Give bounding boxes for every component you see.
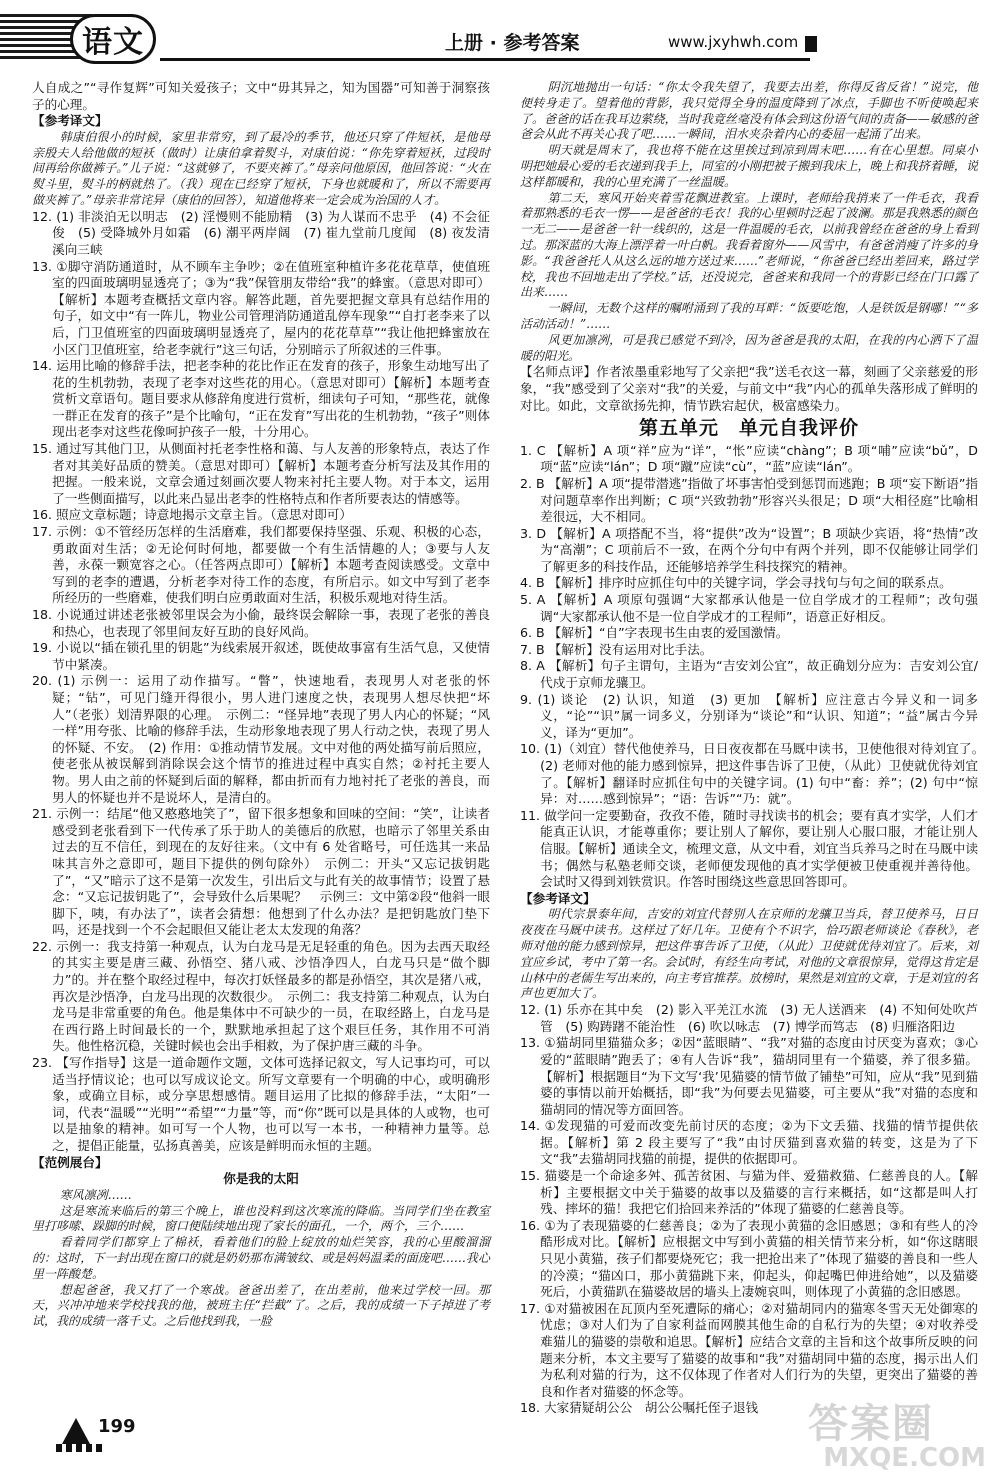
page-header bbox=[0, 0, 1000, 72]
answer-paragraph: 6. B 【解析】“自”字表现书生由衷的爱国激情。 bbox=[520, 625, 789, 641]
answer-paragraph: 这是寒流来临后的第三个晚上，谁也没料到这次寒流的降临。当同学们坐在教室里打哆嗦、跺脚的时候，窗口便陆续地出现了家长的面孔，一个，两个，三个…… bbox=[32, 1203, 490, 1234]
unit-title: 第五单元 单元自我评价 bbox=[638, 417, 859, 440]
answer-paragraph: 18. 大家猜疑胡公公 胡公公嘱托侄子退钱 bbox=[520, 1400, 759, 1416]
answer-paragraph: 23. 【写作指导】这是一道命题作文题，文体可选择记叙文，写人记事均可，可以适当抒情议论；也可以写成议论文。所写文章要有一个明确的中心，或明确形象，或确立目标，或分享思想感情。题目运用了比拟的修辞手法，“太阳”一词，代表“温暖”“光明”“希望”“力量”等，而“你”既可以是具体的人或物，也可以是抽象的精神。如可写一个人物，也可以写一本书，一种精神力量等。总之，提倡正能量，弘扬真善美，应该是鲜明而永恒的主题。 bbox=[32, 1055, 490, 1154]
left-column bbox=[32, 80, 490, 1330]
answer-paragraph: 13. ①猫胡同里猫猫众多；②因“蓝眼睛”、“我”对猫的态度由讨厌变为喜欢；③心爱的“蓝眼睛”跑丢了；④有人告诉“我”，猫胡同里有一个猫婆，养了很多猫。【解析】根据题目“为下文写‘我’见猫婆的情节做了铺垫”可知，应从“我”见到猫婆的事情以前开始概括，即“我”为何要去见猫婆，可主要从“我”对猫的态度和猫胡同的情况等方面回答。 bbox=[520, 1035, 978, 1117]
answer-paragraph: 看着同学们都穿上了棉袄，看着他们的脸上绽放的灿烂笑容，我的心里酸溜溜的：这时，下一封出现在窗口的就是奶奶那布满皱纹、或是妈妈温柔的面庞吧……我心里一阵酸楚。 bbox=[32, 1235, 490, 1281]
answer-paragraph: 明代宗景泰年间，吉安的刘宜代替别人在京师的龙骧卫当兵，替卫使养马，日日夜夜在马厩中读书。这样过了好几年。卫使有个不识字，恰巧跟老师谈论《春秋》，老师对他的能力感到惊异，把这件事告诉了卫使，（从此）卫使就优待刘宜了。后来，刘宜应乡试，考中了第一名。会试时，有经生向考试，对他的文章很惊异，觉得这肯定是山林中的老儒生写出来的，向主考官推荐。放榜时，果然是刘宜的文章，于是刘宜的名声也更加大了。 bbox=[520, 907, 978, 1001]
answer-paragraph: 16. 照应文章标题；诗意地揭示文章主旨。（意思对即可） bbox=[32, 507, 352, 523]
answer-paragraph: 3. D 【解析】A 项搭配不当，将“提供”改为“设置”；B 项缺少宾语，将“热情”改为“高潮”；C 项前后不一致，在两个分句中有两个并列，即不仅能够让同学们了解更多的科技作品，还能够培养学生科技探究的精神。 bbox=[520, 525, 978, 574]
answer-paragraph: 14. 运用比喻的修辞手法，把老李种的花比作正在发育的孩子，形象生动地写出了花的生机勃勃，表现了老李对这些花的用心。（意思对即可）【解析】本题考查赏析文章语句。题目要求从修辞角度进行赏析，细读句子可知，“那些花，就像一群正在发育的孩子”是个比喻句，“正在发育”写出花的生机勃勃，“孩子”则体现出老李对这些花像呵护孩子一般，十分用心。 bbox=[32, 358, 490, 440]
answer-paragraph: 【名师点评】作者浓墨重彩地写了父亲把“我”送毛衣这一幕，刻画了父亲慈爱的形象，“我”感受到了父亲对“我”的关爱，与前文中“我”内心的孤单失落形成了鲜明的对比。如此，文章欲扬先抑，情节跌宕起伏，极富感染力。 bbox=[520, 364, 978, 413]
answer-paragraph: 【参考译文】 bbox=[32, 113, 108, 129]
answer-paragraph: 12. (1) 乐亦在其中矣 (2) 影入平羌江水流 (3) 无人送酒来 (4) 不知何处吹芦管 (5) 购踌躇不能治性 (6) 吹以咏志 (7) 博学而笃志 (8) 归雁洛阳边 bbox=[520, 1002, 978, 1034]
waves-icon bbox=[56, 1444, 104, 1452]
answer-paragraph: 15. 通过写其他门卫，从侧面衬托老李性格和蔼、与人友善的形象特点，表达了作者对其美好品质的赞美。（意思对即可）【解析】本题考查分析写法及其作用的把握。一般来说，文章会通过刻画次要人物来衬托主要人物。对于本文，运用了一些侧面描写，以此来凸显出老李的性格特点和作者所要表达的情感等。 bbox=[32, 441, 490, 506]
answer-paragraph: 8. A 【解析】句子主谓句，主语为“吉安刘公宜”，故正确划分应为：吉安刘公宜/代戍于京师龙骧卫。 bbox=[520, 658, 978, 691]
answer-paragraph: 想起爸爸，我又打了一个寒战。爸爸出差了，在出差前，他来过学校一回。那天，兴冲冲地来学校找我的他，被班主任“拦截”了。之后，我的成绩一下子掉进了考试，我的成绩一落千丈。之后他找到我，一脸 bbox=[32, 1282, 490, 1329]
answer-paragraph: 一瞬间，无数个这样的嘱咐涌到了我的耳畔：“饭要吃饱，人是铁饭是钢哪！”“多活动活动！”…… bbox=[520, 301, 978, 331]
answer-paragraph: 10. (1)（刘宜）替代他使养马，日日夜夜都在马厩中读书，卫使他很对待刘宜了。 (2) 老师对他的能力感到惊异，把这件事告诉了卫使，（从此）卫使就优待刘宜了。【解析】翻译时应抓住句中的关键字词。(1) 句中“畜：养”；(2) 句中“惊异：对……感到惊异”；“语：告诉”“乃：就”。 bbox=[520, 741, 991, 807]
right-column bbox=[520, 80, 991, 1417]
answer-paragraph: 13. ①脚守消防通道时，从不顾车主争吵；②在值班室种植许多花花草草，使值班室的四面玻璃明显透亮了；③为“我”保管朋友带给“我”的蜂蜜。（意思对即可）【解析】本题考查概括文章内容。解答此题，首先要把握文章具有总结作用的句子，如文中“有一阵儿，物业公司管理消防通道乱停车现象”“自打老李来了以后，门卫值班室的四面玻璃明显透亮了，屋内的花花草草”“我让他把蜂蜜放在小区门卫值班室，给老李就行”这三句话，分别暗示了所叙述的三件事。 bbox=[32, 258, 490, 357]
section-title: 上册 · 参考答案 bbox=[445, 32, 580, 54]
answer-paragraph: 9. (1) 谈论 (2) 认识，知道 (3) 更加 【解析】应注意古今异义和一词多义，“论”“识”属一词多义，分别译为“谈论”和“认识、知道”；“益”属古今异义，译为“更加”。 bbox=[520, 691, 978, 740]
header-rule bbox=[160, 58, 810, 61]
answer-paragraph: 寒风凛冽…… bbox=[59, 1187, 132, 1202]
watermark bbox=[808, 1392, 986, 1473]
answer-paragraph: 你是我的太阳 bbox=[223, 1171, 299, 1187]
answer-paragraph: 14. ①发现猫的可爱而改变先前讨厌的态度；②为下文丢猫、找猫的情节提供依据。【解析】第 2 段主要写了“我”由讨厌猫到喜欢猫的转变，这是为了下文“我”去猫胡同找猫的前提，提供的依据即可。 bbox=[520, 1118, 978, 1167]
answer-paragraph: 4. B 【解析】排序时应抓住句中的关键字词，学会寻找句与句之间的联系点。 bbox=[520, 575, 952, 591]
answer-paragraph: 【范例展台】 bbox=[32, 1154, 108, 1170]
watermark-logo-text: 答案圈 bbox=[808, 1401, 934, 1447]
answer-paragraph: 【参考译文】 bbox=[520, 890, 596, 906]
answer-paragraph: 2. B 【解析】A 项“提带潜逃”指做了坏事害怕受到惩罚而逃跑；B 项“妄下断语”指对问题草率作出判断；C 项“兴致勃勃”形容兴头很足；D 项“大相径庭”比喻相差很远，大不相同。 bbox=[520, 475, 978, 525]
answer-paragraph: 15. 猫婆是一个命途多舛、孤苦贫困、与猫为伴、爱猫救猫、仁慈善良的人。【解析】主要根据文中关于猫婆的故事以及猫婆的言行来概括，如“这都是叫人打残、摔坏的猫！我把它们拾回来养活的”体现了猫婆的仁慈善良等。 bbox=[520, 1168, 978, 1217]
answer-paragraph: 19. 小说以“插在锁孔里的钥匙”为线索展开叙述，既使故事富有生活气息，又使情节中紧凑。 bbox=[32, 640, 490, 672]
answer-paragraph: 人自成之”“寻作复辉”可知关爱孩子；文中“毋其异之，知为国器”可知善于洞察孩子的心理。 bbox=[32, 80, 490, 112]
subject-logo: 语文 bbox=[70, 14, 156, 64]
answer-paragraph: 1. C 【解析】A 项“祥”应为“详”，“怅”应读“chàng”；B 项“哺”应读“bǔ”，D 项“蓝”应读“lán”；D 项“蹴”应读“cù”，“蓝”应读“lán”。 bbox=[520, 442, 978, 475]
answer-paragraph: 风更加凛冽，可是我已感觉不到冷，因为爸爸是我的太阳，在我的内心洒下了温暖的阳光。 bbox=[520, 332, 978, 363]
answer-paragraph: 17. ①对猫被困在瓦顶内至死遭际的痛心；②对猫胡同内的猫寒冬雪天无处御寒的忧虑；③对人们为了自家利益而网膜其他生命的自私行为的失望；④对收养受难猫儿的猫婆的崇敬和追思。【解析】应结合文章的主旨和这个故事所反映的问题来分析，本文主要写了猫婆的故事和“我”对猫胡同中猫的态度，揭示出人们为私利对猫的行为，这不仅体现了作者对人们行为的失望，更突出了猫婆的善良和作者对猫婆的怀念等。 bbox=[520, 1300, 978, 1399]
watermark-site-text: MXQE.COM bbox=[823, 1443, 986, 1473]
answer-paragraph: 16. ①为了表现猫婆的仁慈善良；②为了表现小黄猫的念旧感恩；③和有些人的冷酷形成对比。【解析】应根据文中写到小黄猫的相关情节来分析，如“你这瞎眼只见小黄猫，孩子们都要烧死它；我一把抢出来了”体现了猫婆的善良和一些人的冷漠；“猫凶口，那小黄猫跳下来，仰起头，仰起嘴巴伸进给她”，以及猫婆死后，小黄猫趴在猫婆故居的墙头上凄婉哀叫，则体现了小黄猫的念旧感恩。 bbox=[520, 1217, 978, 1300]
answer-paragraph: 7. B 【解析】没有运用对比手法。 bbox=[520, 641, 713, 657]
answer-paragraph: 18. 小说通过讲述老张被邻里误会为小偷，最终误会解除一事，表现了老张的善良和热心，也表现了邻里间友好互助的良好风尚。 bbox=[32, 607, 490, 639]
page-footer bbox=[56, 1410, 166, 1460]
answer-paragraph: 第二天，寒风开始夹着雪花飘进教室。上课时，老师给我捎来了一件毛衣，我看着那熟悉的毛衣一愣——是爸爸的毛衣！我的心里顿时泛起了波澜。那是我熟悉的颜色一无二——是爸爸一针一线织的，这是一件温暖的毛衣，以前我曾经在爸爸的身上看到过。那深蓝的大海上漂浮着一叶白帆。我看着窗外——风雪中，有爸爸消瘦了许多的身影。“我爸爸托人从这么远的地方送过来……”老师说，“你爸爸已经出差回来，路过学校，我也不回地走出了学校。”话，还没说完，爸爸来和我同一个的背影已经在门口露了出来…… bbox=[520, 190, 978, 300]
answer-paragraph: 20. (1) 示例一：运用了动作描写。“瞥”，快速地看，表现男人对老张的怀疑；“钻”，可见门缝开得很小，男人进门速度之快，表现男人想尽快把“坏人”（老张）划清界限的心理。 示例二：“怪异地”表现了男人内心的怀疑；“风一样”用夸张、比喻的修辞手法，生动形象地表现了男人行动之快，表现了男人的怀疑、不安。 (2) 作用：①推动情节发展。文中对他的两处描写前后照应，使老张从被误解到消除误会这个情节的推进过程中真实自然；②衬托主要人物。男人由之前的怀疑到后面的解释，都由折而有力地衬托了老张的善良，而男人的怀疑也并不是说坏人，是清白的。 bbox=[32, 673, 490, 805]
answer-paragraph: 韩康伯很小的时候，家里非常穷，到了最冷的季节，他还只穿了件短袄，是他母亲殷夫人给他做的短袄（做时）让康伯拿着熨斗，对康伯说：“你先穿着短袄，过段时间再给你做裤子。”儿子说：“这就够了，不要夹裤了。”母亲问他原因，他回答说：“火在熨斗里，熨斗的柄就热了。（我）现在已经穿了短袄，下身也就暖和了，所以不需要再做夹裤了。”母亲非常诧异（康伯的回答），知道他将来一定会成为治国的人才。 bbox=[32, 129, 490, 207]
sailboat-icon bbox=[62, 1418, 90, 1444]
answer-paragraph: 明天就是周末了，我也将不能在这里挨过到凉到周末吧……有在心里想。同桌小明把她最心爱的毛衣递到我手上，同室的小刚把被子搬到我床上，晚上和我挤着睡，说这样都暖和，我的心里充满了一丝温暖。 bbox=[520, 143, 978, 189]
answer-paragraph: 5. A 【解析】A 项原句强调“大家都承认他是一位自学成才的工程师”；改句强调“大家都承认他不是一位自学成才的工程师”，语意正好相反。 bbox=[520, 592, 978, 624]
page-number: 199 bbox=[98, 1416, 136, 1437]
answer-paragraph: 11. 做学问一定要勤奋，孜孜不倦，随时寻找读书的机会；要有真才实学，人们才能真正认识，才能尊重你；要让别人了解你，要让别人心服口服，才能让别人信服。【解析】通读全文，梳理文意，从文中看，刘宜当兵养马之时在马厩中读书；偶然与私塾老师交谈，老师便发现他的真才实学便被卫使重视并善待他。会试时又得到刘铁赏识。作答时围绕这些意思回答即可。 bbox=[520, 807, 978, 890]
header-block-mark bbox=[805, 36, 817, 52]
answer-paragraph: 21. 示例一：结尾“他又憨憨地笑了”，留下很多想象和回味的空间：“笑”，让读者感受到老张看到下一代传承了乐于助人的美德后的欣慰，也暗示了邻里关系由过去的互不信任，到现在的友好往来。（文中有 6 处省略号，可任选其一来品味其言外之意即可，题目下提供的例句除外） 示例二：开头“又忘记拔钥匙了”，“又”暗示了这不是第一次发生，引出后文与此有关的故事情节；设置了悬念：“又忘记拔钥匙了”，会导致什么后果呢？ 示例三：文中第②段“他斜一眼脚下，咦，有办法了”，读者会猜想：他想到了什么办法？是把钥匙放门垫下吗，还是找到一个不会起眼但又能让老太太发现的角落？ bbox=[32, 806, 490, 938]
right-column-essay-continued bbox=[520, 80, 978, 414]
answer-paragraph: 22. 示例一：我支持第一种观点，认为白龙马是无足轻重的角色。因为去西天取经的其实主要是唐三藏、孙悟空、猪八戒、沙悟净四人，白龙马只是“做个脚力”的。并在整个取经过程中，每次打妖怪最多的都是孙悟空，其次是猪八戒，再次是沙悟净，白龙马出现的次数很少。 示例二：我支持第二种观点，认为白龙马是非常重要的角色。他是集体中不可缺少的一员，在取经路上，白龙马是在西行路上时间最长的一个，默默地承担起了这个艰巨任务，其作用不可消失。他性格沉稳，关键时候也会出手相救，为了保护唐三藏的斗争。 bbox=[32, 938, 490, 1054]
website-url: www.jxyhwh.com bbox=[668, 33, 799, 51]
answer-paragraph: 阴沉地抛出一句话：“你太令我失望了，我要去出差，你得反省反省！”说完，他便转身走了。望着他的背影，我只觉得全身的温度降到了冰点，手脚也不听使唤起来了。爸爸的话在我耳边萦绕，当时我竟丝毫没有体会到这份语气间的责备——敏感的爸爸会从此不再关心我了吧……一瞬间，泪水夹杂着内心的委屈一起涌了出来。 bbox=[520, 80, 978, 142]
unit-answers bbox=[520, 442, 991, 1417]
answer-paragraph: 12. (1) 非淡泊无以明志 (2) 淫慢则不能励精 (3) 为人谋而不忠乎 (4) 不会征俊 (5) 受降城外月如霜 (6) 潮平两岸阔 (7) 崔九堂前几度闻 (8) 夜发清溪向三峡 bbox=[32, 208, 490, 257]
answer-paragraph: 17. 示例：①不管经历怎样的生活磨难，我们都要保持坚强、乐观、积极的心态，勇敢面对生活；②无论何时何地，都要做一个有生活情趣的人；③要与人友善，永葆一颗宽容之心。（任答两点即可）【解析】本题考查阅读感受。文章中写到的老李的遭遇，分析老李对待工作的态度，有所启示。如文中写到了老李所经历的一些磨难，使我们明白应勇敢面对生活，积极乐观地对待生活。 bbox=[32, 524, 490, 606]
